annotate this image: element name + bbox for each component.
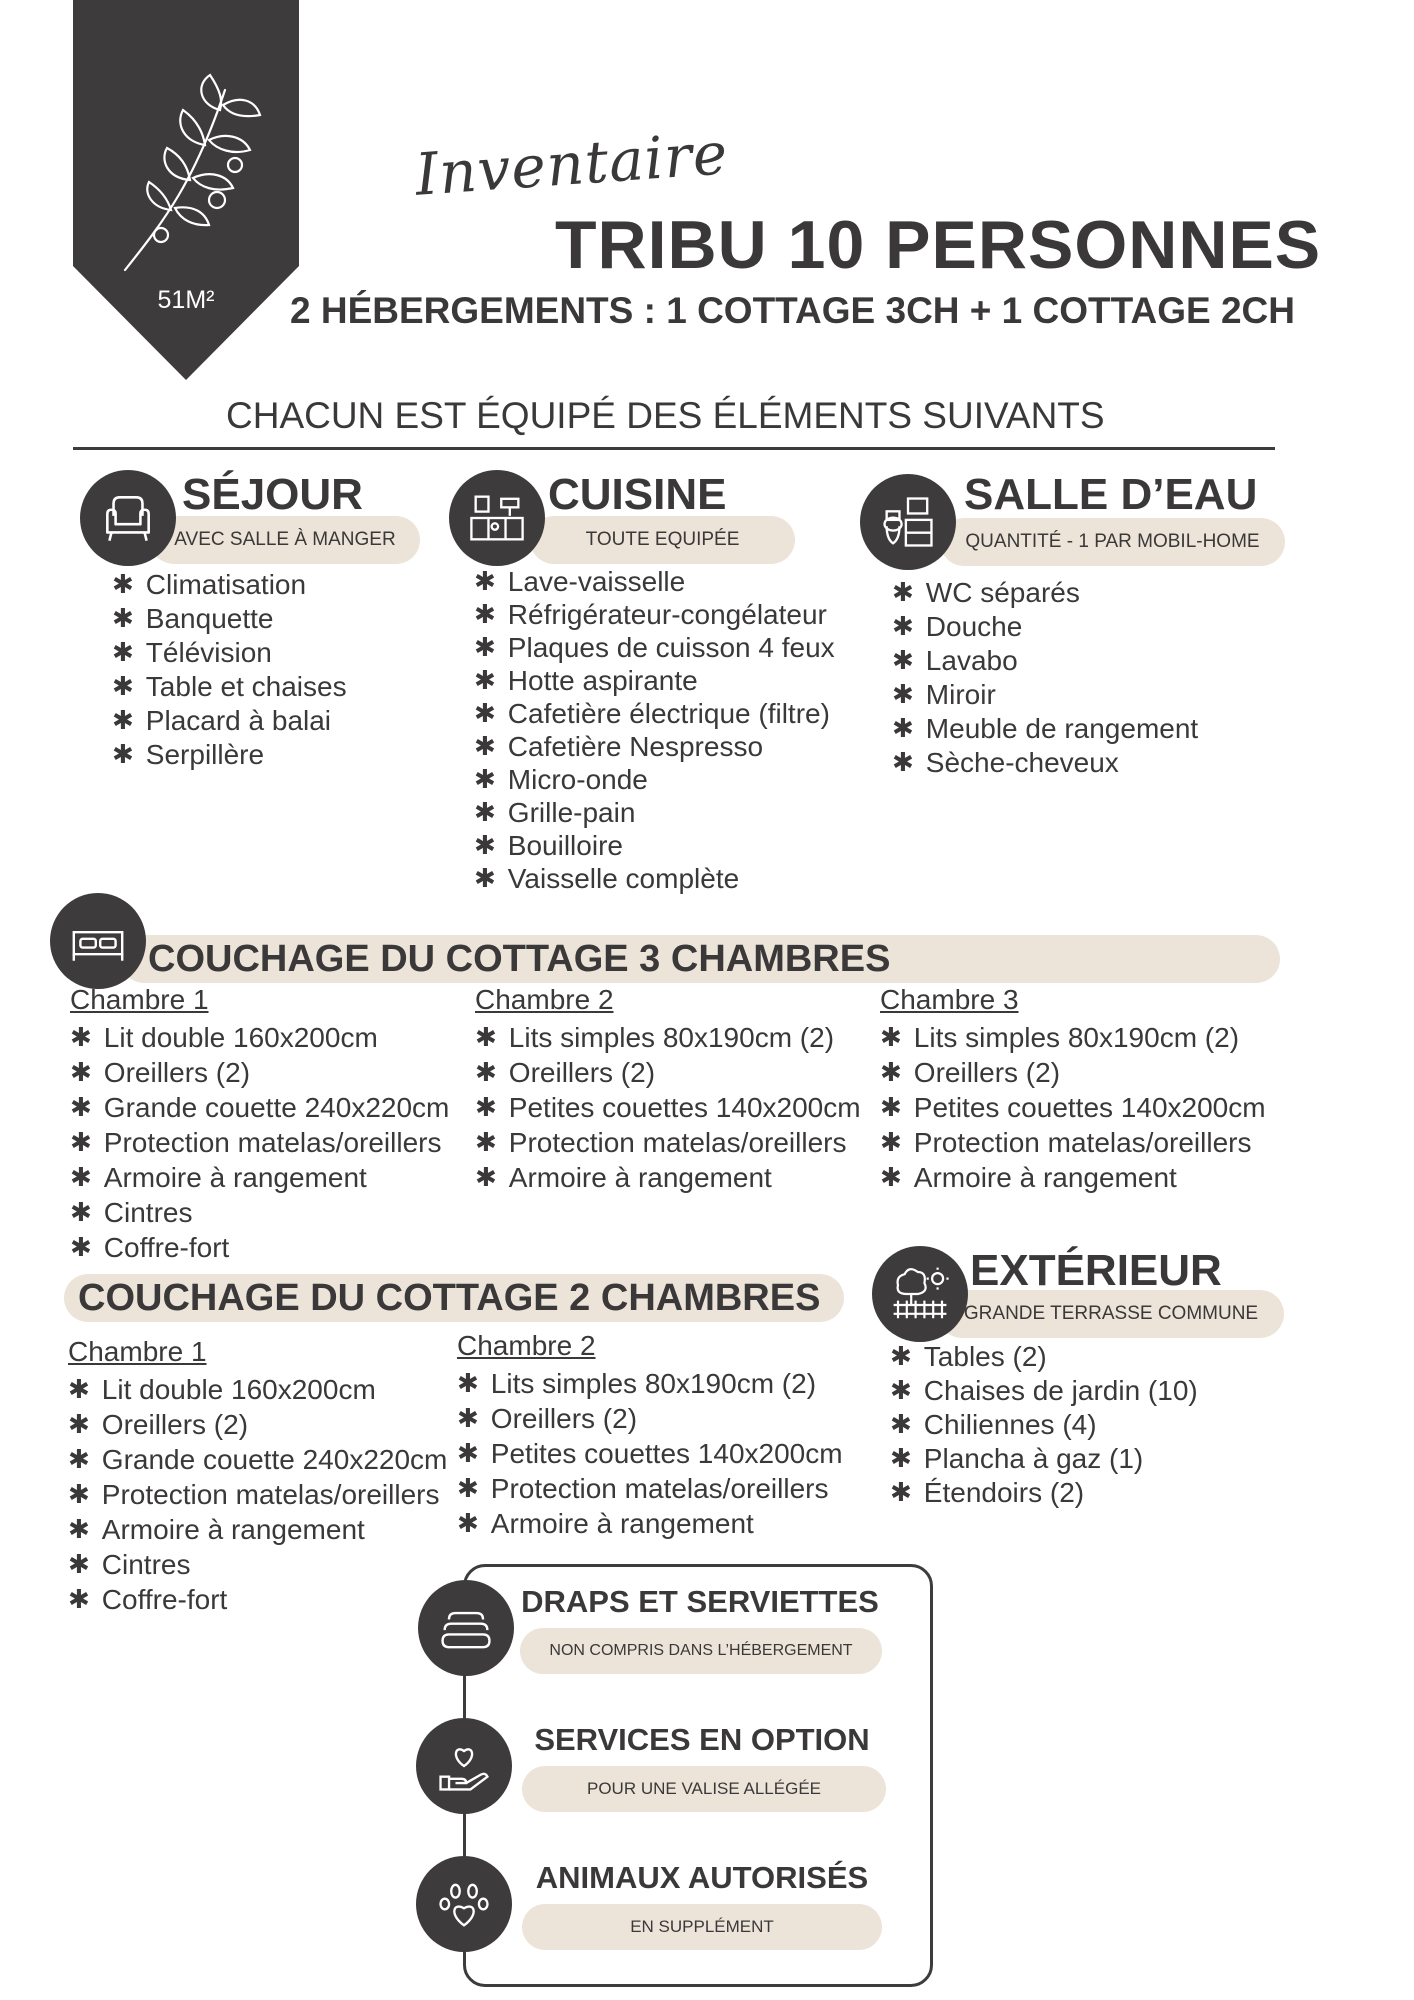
room-title: Chambre 2 (457, 1330, 596, 1361)
list-item (474, 664, 835, 697)
asterisk-bullet-icon: ✱ (70, 1127, 92, 1158)
room-title: Chambre 3 (880, 984, 1019, 1015)
bathroom-icon (860, 474, 956, 570)
room-items (68, 1372, 447, 1617)
asterisk-bullet-icon: ✱ (112, 706, 134, 736)
list-item-label: Meuble de rangement (925, 713, 1199, 744)
list-item-label: Cintres (101, 1548, 191, 1580)
asterisk-bullet-icon: ✱ (475, 1022, 497, 1053)
asterisk-bullet-icon: ✱ (475, 1127, 497, 1158)
asterisk-bullet-icon: ✱ (475, 1162, 497, 1193)
asterisk-bullet-icon: ✱ (112, 570, 134, 600)
list-item-label: Micro-onde (507, 763, 648, 795)
list-item-label: Armoire à rangement (913, 1161, 1177, 1193)
asterisk-bullet-icon: ✱ (474, 566, 496, 597)
list-item-label: Petites couettes 140x200cm (508, 1091, 861, 1123)
list-item (892, 610, 1198, 644)
sejour-list (112, 568, 347, 772)
asterisk-bullet-icon: ✱ (892, 748, 914, 778)
room-items (475, 1020, 861, 1195)
list-item (880, 1020, 1266, 1055)
asterisk-bullet-icon: ✱ (70, 1022, 92, 1053)
list-item-label: Armoire à rangement (101, 1513, 365, 1545)
list-item (457, 1366, 843, 1401)
extra-tag: EN SUPPLÉMENT (522, 1904, 882, 1950)
list-item-label: Cafetière Nespresso (507, 730, 764, 762)
list-item-label: Sèche-cheveux (925, 747, 1119, 778)
asterisk-bullet-icon: ✱ (474, 632, 496, 663)
list-item (112, 602, 347, 636)
list-item (890, 1442, 1198, 1476)
list-item-label: Banquette (145, 603, 274, 634)
asterisk-bullet-icon: ✱ (890, 1478, 912, 1508)
asterisk-bullet-icon: ✱ (68, 1444, 90, 1475)
list-item (68, 1547, 447, 1582)
list-item (475, 1055, 861, 1090)
list-item-label: Hotte aspirante (507, 664, 698, 696)
list-item-label: Table et chaises (145, 671, 347, 702)
asterisk-bullet-icon: ✱ (880, 1057, 902, 1088)
list-item (474, 598, 835, 631)
list-item-label: Cafetière électrique (filtre) (507, 697, 830, 729)
list-item (68, 1477, 447, 1512)
room-title: Chambre 1 (68, 1336, 207, 1367)
list-item (890, 1340, 1198, 1374)
asterisk-bullet-icon: ✱ (474, 863, 496, 894)
exterieur-tag: GRANDE TERRASSE COMMUNE (938, 1290, 1284, 1338)
list-item (112, 670, 347, 704)
list-item (474, 796, 835, 829)
list-item-label: Chaises de jardin (10) (923, 1375, 1198, 1406)
asterisk-bullet-icon: ✱ (112, 638, 134, 668)
asterisk-bullet-icon: ✱ (68, 1479, 90, 1510)
list-item (474, 565, 835, 598)
asterisk-bullet-icon: ✱ (880, 1092, 902, 1123)
asterisk-bullet-icon: ✱ (457, 1473, 479, 1504)
list-item (475, 1125, 861, 1160)
list-item-label: Armoire à rangement (508, 1161, 772, 1193)
asterisk-bullet-icon: ✱ (892, 612, 914, 642)
garden-icon (872, 1246, 968, 1342)
armchair-icon (80, 470, 176, 566)
list-item-label: Oreillers (2) (913, 1056, 1061, 1088)
list-item (70, 1090, 449, 1125)
list-item (474, 763, 835, 796)
list-item-label: Lit double 160x200cm (103, 1021, 378, 1053)
list-item (112, 636, 347, 670)
list-item (892, 712, 1198, 746)
list-item-label: Oreillers (2) (103, 1056, 251, 1088)
asterisk-bullet-icon: ✱ (70, 1197, 92, 1228)
asterisk-bullet-icon: ✱ (474, 698, 496, 729)
list-item-label: Coffre-fort (103, 1231, 230, 1263)
asterisk-bullet-icon: ✱ (880, 1162, 902, 1193)
olive-branch-icon (105, 70, 265, 280)
asterisk-bullet-icon: ✱ (474, 830, 496, 861)
asterisk-bullet-icon: ✱ (112, 604, 134, 634)
list-item (892, 644, 1198, 678)
asterisk-bullet-icon: ✱ (474, 599, 496, 630)
asterisk-bullet-icon: ✱ (474, 731, 496, 762)
asterisk-bullet-icon: ✱ (892, 578, 914, 608)
room-title: Chambre 2 (475, 984, 614, 1015)
list-item-label: Grande couette 240x220cm (103, 1091, 450, 1123)
room-items (70, 1020, 449, 1265)
list-item (68, 1512, 447, 1547)
asterisk-bullet-icon: ✱ (70, 1232, 92, 1263)
list-item-label: Serpillère (145, 739, 265, 770)
list-item (890, 1408, 1198, 1442)
page-title: TRIBU 10 PERSONNES (555, 207, 1322, 283)
list-item-label: Protection matelas/oreillers (101, 1478, 440, 1510)
asterisk-bullet-icon: ✱ (68, 1514, 90, 1545)
list-item (475, 1160, 861, 1195)
list-item (70, 1020, 449, 1055)
asterisk-bullet-icon: ✱ (880, 1127, 902, 1158)
divider (73, 447, 1275, 450)
list-item (474, 829, 835, 862)
asterisk-bullet-icon: ✱ (112, 672, 134, 702)
asterisk-bullet-icon: ✱ (892, 646, 914, 676)
cuisine-tag: TOUTE EQUIPÉE (530, 516, 795, 564)
asterisk-bullet-icon: ✱ (457, 1368, 479, 1399)
asterisk-bullet-icon: ✱ (890, 1342, 912, 1372)
list-item-label: Coffre-fort (101, 1583, 228, 1615)
list-item-label: Plancha à gaz (1) (923, 1443, 1144, 1474)
list-item-label: Tables (2) (923, 1341, 1047, 1372)
asterisk-bullet-icon: ✱ (474, 665, 496, 696)
list-item-label: Placard à balai (145, 705, 332, 736)
list-item (70, 1160, 449, 1195)
exterieur-title: EXTÉRIEUR (970, 1246, 1222, 1295)
list-item-label: Grille-pain (507, 796, 636, 828)
asterisk-bullet-icon: ✱ (892, 680, 914, 710)
cottage3-room-1 (70, 984, 449, 1265)
list-item-label: Petites couettes 140x200cm (913, 1091, 1266, 1123)
list-item (457, 1471, 843, 1506)
list-item-label: Bouilloire (507, 829, 623, 861)
list-item-label: Petites couettes 140x200cm (490, 1437, 843, 1469)
list-item-label: Lit double 160x200cm (101, 1373, 376, 1405)
list-item (890, 1374, 1198, 1408)
list-item (112, 738, 347, 772)
cuisine-title: CUISINE (548, 470, 727, 519)
list-item-label: Protection matelas/oreillers (490, 1472, 829, 1504)
extra-tag: POUR UNE VALISE ALLÉGÉE (522, 1766, 886, 1812)
bed-icon (50, 893, 146, 989)
towels-icon (418, 1580, 514, 1676)
room-items (457, 1366, 843, 1541)
extra-title: SERVICES EN OPTION (534, 1722, 870, 1757)
list-item (457, 1436, 843, 1471)
cottage3-room-3 (880, 984, 1266, 1195)
list-item-label: Lave-vaisselle (507, 565, 686, 597)
list-item-label: WC séparés (925, 577, 1080, 608)
salle-eau-tag: QUANTITÉ - 1 PAR MOBIL-HOME (940, 518, 1285, 566)
heart-hand-icon (416, 1718, 512, 1814)
list-item (70, 1125, 449, 1160)
list-item (892, 576, 1198, 610)
asterisk-bullet-icon: ✱ (890, 1444, 912, 1474)
asterisk-bullet-icon: ✱ (68, 1374, 90, 1405)
list-item-label: Protection matelas/oreillers (913, 1126, 1252, 1158)
page-subtitle: 2 HÉBERGEMENTS : 1 COTTAGE 3CH + 1 COTTAGE 2CH (290, 290, 1295, 331)
list-item-label: Miroir (925, 679, 996, 710)
list-item-label: Protection matelas/oreillers (508, 1126, 847, 1158)
list-item-label: Protection matelas/oreillers (103, 1126, 442, 1158)
list-item (880, 1055, 1266, 1090)
sejour-title: SÉJOUR (182, 470, 363, 519)
list-item (880, 1090, 1266, 1125)
asterisk-bullet-icon: ✱ (70, 1057, 92, 1088)
list-item (70, 1195, 449, 1230)
list-item-label: Lits simples 80x190cm (2) (490, 1367, 817, 1399)
list-item (475, 1090, 861, 1125)
asterisk-bullet-icon: ✱ (892, 714, 914, 744)
list-item (880, 1160, 1266, 1195)
asterisk-bullet-icon: ✱ (70, 1092, 92, 1123)
list-item-label: Étendoirs (2) (923, 1477, 1085, 1508)
list-item (474, 631, 835, 664)
list-item (892, 746, 1198, 780)
list-item (68, 1442, 447, 1477)
surface-area: 51M² (157, 286, 215, 314)
cuisine-list (474, 565, 835, 895)
cottage2-title: COUCHAGE DU COTTAGE 2 CHAMBRES (64, 1274, 844, 1322)
room-title: Chambre 1 (70, 984, 209, 1015)
list-item-label: Plaques de cuisson 4 feux (507, 631, 835, 663)
cottage3-room-2 (475, 984, 861, 1195)
asterisk-bullet-icon: ✱ (68, 1409, 90, 1440)
extra-title: DRAPS ET SERVIETTES (521, 1584, 879, 1619)
list-item-label: Douche (925, 611, 1023, 642)
asterisk-bullet-icon: ✱ (457, 1508, 479, 1539)
extra-title: ANIMAUX AUTORISÉS (535, 1860, 869, 1895)
list-item-label: Télévision (145, 637, 272, 668)
sejour-tag: AVEC SALLE À MANGER (150, 516, 420, 564)
intro-text: CHACUN EST ÉQUIPÉ DES ÉLÉMENTS SUIVANTS (226, 395, 1105, 436)
list-item (68, 1582, 447, 1617)
list-item-label: Réfrigérateur-congélateur (507, 598, 827, 630)
list-item (880, 1125, 1266, 1160)
list-item-label: Armoire à rangement (490, 1507, 754, 1539)
list-item (68, 1372, 447, 1407)
salle-eau-title: SALLE D’EAU (964, 470, 1258, 519)
list-item-label: Chiliennes (4) (923, 1409, 1097, 1440)
kitchen-icon (449, 470, 545, 566)
asterisk-bullet-icon: ✱ (475, 1057, 497, 1088)
list-item-label: Oreillers (2) (490, 1402, 638, 1434)
asterisk-bullet-icon: ✱ (890, 1410, 912, 1440)
asterisk-bullet-icon: ✱ (457, 1403, 479, 1434)
cottage2-room-2 (457, 1330, 843, 1541)
asterisk-bullet-icon: ✱ (474, 797, 496, 828)
asterisk-bullet-icon: ✱ (880, 1022, 902, 1053)
list-item-label: Lavabo (925, 645, 1018, 676)
list-item-label: Oreillers (2) (508, 1056, 656, 1088)
list-item (474, 697, 835, 730)
list-item (112, 568, 347, 602)
list-item (890, 1476, 1198, 1510)
salle-eau-list (892, 576, 1198, 780)
cottage2-room-1 (68, 1336, 447, 1617)
cottage3-title: COUCHAGE DU COTTAGE 3 CHAMBRES (120, 935, 1280, 983)
asterisk-bullet-icon: ✱ (68, 1584, 90, 1615)
extra-tag: NON COMPRIS DANS L’HÉBERGEMENT (520, 1628, 882, 1674)
list-item-label: Oreillers (2) (101, 1408, 249, 1440)
list-item (892, 678, 1198, 712)
list-item (70, 1055, 449, 1090)
room-items (880, 1020, 1266, 1195)
list-item (457, 1401, 843, 1436)
paw-icon (416, 1856, 512, 1952)
list-item (474, 862, 835, 895)
list-item-label: Armoire à rangement (103, 1161, 367, 1193)
asterisk-bullet-icon: ✱ (890, 1376, 912, 1406)
list-item-label: Cintres (103, 1196, 193, 1228)
asterisk-bullet-icon: ✱ (70, 1162, 92, 1193)
list-item (475, 1020, 861, 1055)
list-item (457, 1506, 843, 1541)
list-item-label: Grande couette 240x220cm (101, 1443, 448, 1475)
list-item (474, 730, 835, 763)
list-item-label: Climatisation (145, 569, 307, 600)
script-title: Inventaire (413, 119, 731, 209)
list-item-label: Lits simples 80x190cm (2) (508, 1021, 835, 1053)
list-item (70, 1230, 449, 1265)
list-item-label: Lits simples 80x190cm (2) (913, 1021, 1240, 1053)
list-item (68, 1407, 447, 1442)
list-item (112, 704, 347, 738)
asterisk-bullet-icon: ✱ (112, 740, 134, 770)
asterisk-bullet-icon: ✱ (457, 1438, 479, 1469)
list-item-label: Vaisselle complète (507, 862, 740, 894)
asterisk-bullet-icon: ✱ (68, 1549, 90, 1580)
exterieur-list (890, 1340, 1198, 1510)
asterisk-bullet-icon: ✱ (474, 764, 496, 795)
asterisk-bullet-icon: ✱ (475, 1092, 497, 1123)
